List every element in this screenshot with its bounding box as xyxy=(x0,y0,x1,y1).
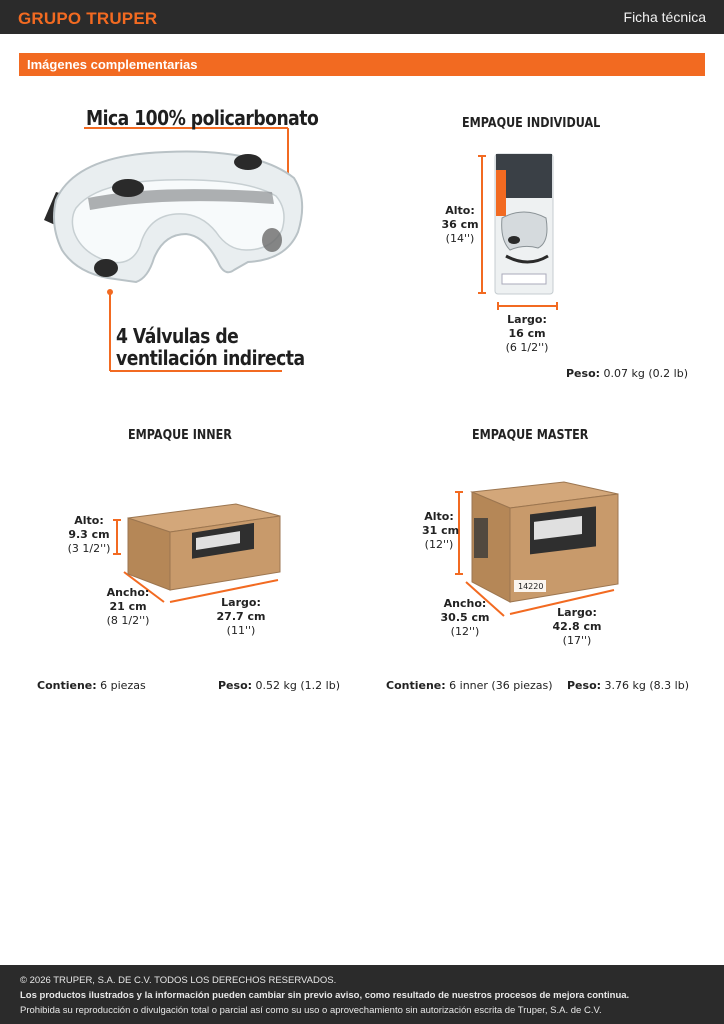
footer xyxy=(0,965,724,1024)
individual-largo-imperial: (6 1/2'') xyxy=(505,341,549,354)
master-contiene xyxy=(386,679,553,692)
individual-package-image xyxy=(478,148,568,318)
master-contiene-value: 6 inner (36 piezas) xyxy=(449,679,553,692)
inner-largo-imperial: (11'') xyxy=(226,624,256,637)
inner-ancho-imperial: (8 1/2'') xyxy=(106,614,150,627)
inner-largo xyxy=(214,596,268,638)
inner-peso-label: Peso: xyxy=(218,679,253,692)
inner-alto-value: 9.3 cm xyxy=(68,528,110,541)
brand-logo: GRUPO TRUPER xyxy=(18,9,158,28)
individual-peso xyxy=(566,367,688,380)
individual-alto xyxy=(440,204,480,246)
master-alto xyxy=(422,510,460,552)
individual-largo-value: 16 cm xyxy=(508,327,546,340)
inner-contiene-value: 6 piezas xyxy=(100,679,146,692)
master-alto-value: 31 cm xyxy=(422,524,460,537)
footer-notice: Los productos ilustrados y la información pueden cambiar sin previo aviso, como resultado de nuestros procesos de mejora continua. xyxy=(20,990,630,1001)
individual-peso-label: Peso: xyxy=(566,367,601,380)
individual-title: EMPAQUE INDIVIDUAL xyxy=(462,116,601,131)
master-ancho-value: 30.5 cm xyxy=(440,611,490,624)
section-header xyxy=(19,53,705,76)
master-largo-value: 42.8 cm xyxy=(552,620,602,633)
individual-largo-label: Largo: xyxy=(507,313,547,326)
top-bar xyxy=(0,0,724,34)
master-contiene-label: Contiene: xyxy=(386,679,446,692)
individual-peso-value: 0.07 kg (0.2 lb) xyxy=(603,367,688,380)
individual-alto-imperial: (14'') xyxy=(445,232,475,245)
inner-peso-value: 0.52 kg (1.2 lb) xyxy=(255,679,340,692)
footer-prohibition: Prohibida su reproducción o divulgación total o parcial así como su uso o aprovechamiento sin autorización escrita de Truper, S.A. de C.V. xyxy=(20,1005,602,1016)
inner-title: EMPAQUE INNER xyxy=(128,428,232,443)
master-largo-imperial: (17'') xyxy=(562,634,592,647)
inner-alto-imperial: (3 1/2'') xyxy=(67,542,111,555)
individual-alto-label: Alto: xyxy=(445,204,475,217)
inner-alto xyxy=(66,514,112,556)
inner-contiene-label: Contiene: xyxy=(37,679,97,692)
master-peso-label: Peso: xyxy=(567,679,602,692)
section-title: Imágenes complementarias xyxy=(27,57,198,72)
master-ancho-imperial: (12'') xyxy=(450,625,480,638)
callout-valves-line2: ventilación indirecta xyxy=(116,346,305,370)
individual-alto-value: 36 cm xyxy=(441,218,479,231)
callout-material: Mica 100% policarbonato xyxy=(86,106,319,130)
inner-largo-label: Largo: xyxy=(221,596,261,609)
master-alto-label: Alto: xyxy=(424,510,454,523)
master-largo-label: Largo: xyxy=(557,606,597,619)
master-alto-imperial: (12'') xyxy=(424,538,454,551)
callout-valves-line1: 4 Válvulas de xyxy=(116,324,239,348)
inner-peso xyxy=(218,679,340,692)
inner-contiene xyxy=(37,679,146,692)
inner-ancho xyxy=(104,586,152,628)
individual-largo xyxy=(497,313,557,355)
master-peso xyxy=(567,679,689,692)
inner-largo-value: 27.7 cm xyxy=(216,610,266,623)
inner-ancho-value: 21 cm xyxy=(109,600,147,613)
master-peso-value: 3.76 kg (8.3 lb) xyxy=(604,679,689,692)
inner-ancho-label: Ancho: xyxy=(106,586,150,599)
master-box-code: 14220 xyxy=(518,582,544,591)
master-title: EMPAQUE MASTER xyxy=(472,428,589,443)
footer-copyright: © 2026 TRUPER, S.A. DE C.V. TODOS LOS DERECHOS RESERVADOS. xyxy=(20,975,337,986)
document-type: Ficha técnica xyxy=(623,9,706,25)
master-ancho xyxy=(440,597,490,639)
master-ancho-label: Ancho: xyxy=(443,597,487,610)
inner-alto-label: Alto: xyxy=(74,514,104,527)
master-largo xyxy=(550,606,604,648)
